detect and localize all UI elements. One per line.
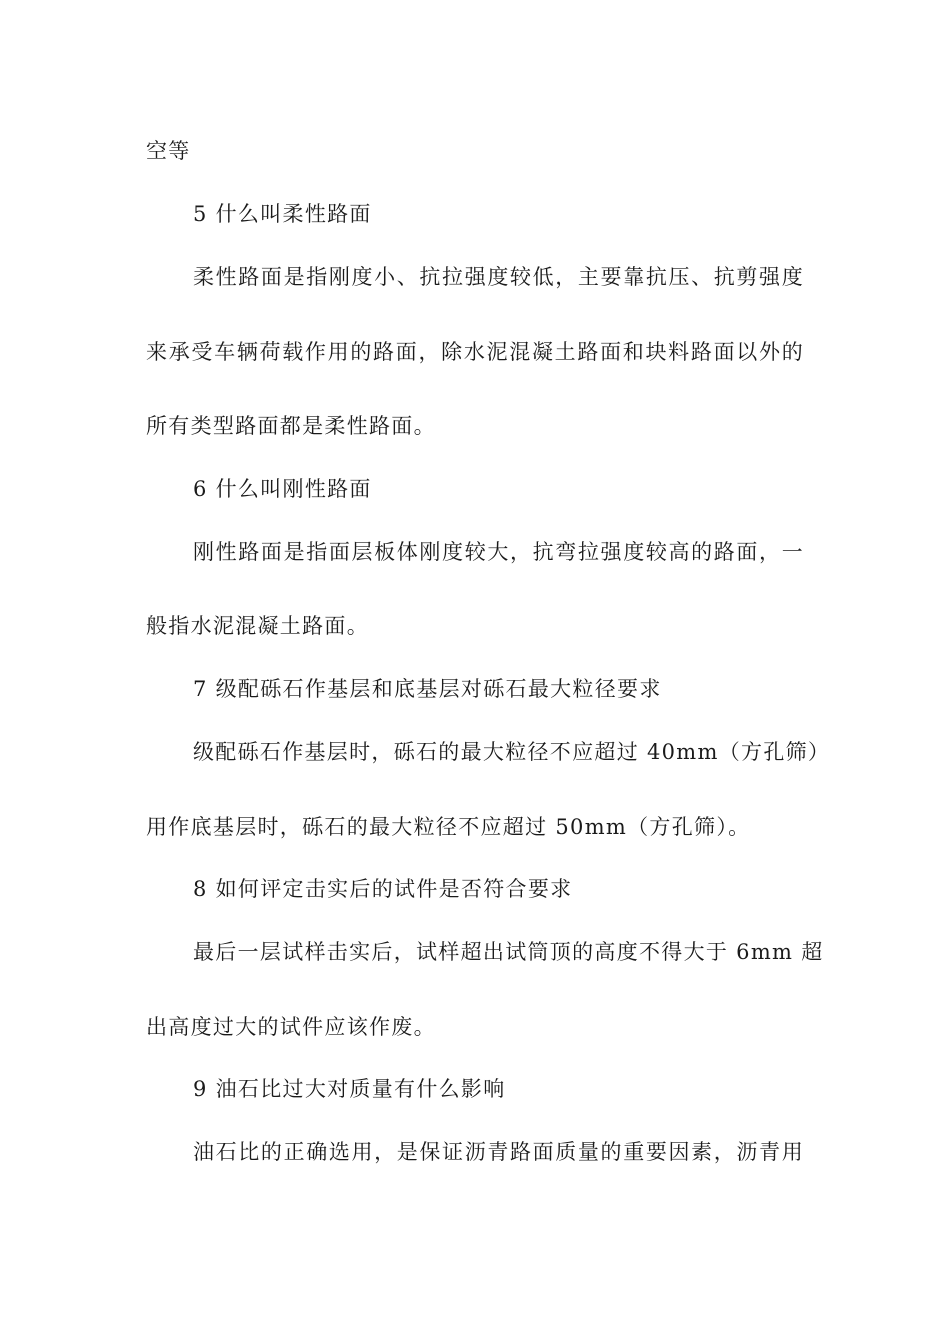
paragraph-line: 用作底基层时，砾石的最大粒径不应超过 50mm（方孔筛）。 (146, 815, 751, 839)
section-heading: 5 什么叫柔性路面 (193, 202, 372, 226)
text-line: 空等 (146, 139, 191, 163)
paragraph-line: 所有类型路面都是柔性路面。 (146, 414, 436, 438)
paragraph-line: 出高度过大的试件应该作废。 (146, 1015, 436, 1039)
paragraph-line: 柔性路面是指刚度小、抗拉强度较低，主要靠抗压、抗剪强度 (193, 265, 804, 289)
paragraph-line: 般指水泥混凝土路面。 (146, 614, 369, 638)
paragraph-line: 油石比的正确选用，是保证沥青路面质量的重要因素，沥青用 (193, 1140, 804, 1164)
paragraph-line: 刚性路面是指面层板体刚度较大，抗弯拉强度较高的路面，一 (193, 540, 804, 564)
section-heading: 8 如何评定击实后的试件是否符合要求 (193, 877, 573, 901)
paragraph-line: 级配砾石作基层时，砾石的最大粒径不应超过 40mm（方孔筛） (193, 740, 831, 764)
paragraph-line: 来承受车辆荷载作用的路面，除水泥混凝土路面和块料路面以外的 (146, 340, 804, 364)
paragraph-line: 最后一层试样击实后，试样超出试筒顶的高度不得大于 6mm 超 (193, 940, 824, 964)
section-heading: 6 什么叫刚性路面 (193, 477, 372, 501)
section-heading: 7 级配砾石作基层和底基层对砾石最大粒径要求 (193, 677, 662, 701)
section-heading: 9 油石比过大对质量有什么影响 (193, 1077, 506, 1101)
